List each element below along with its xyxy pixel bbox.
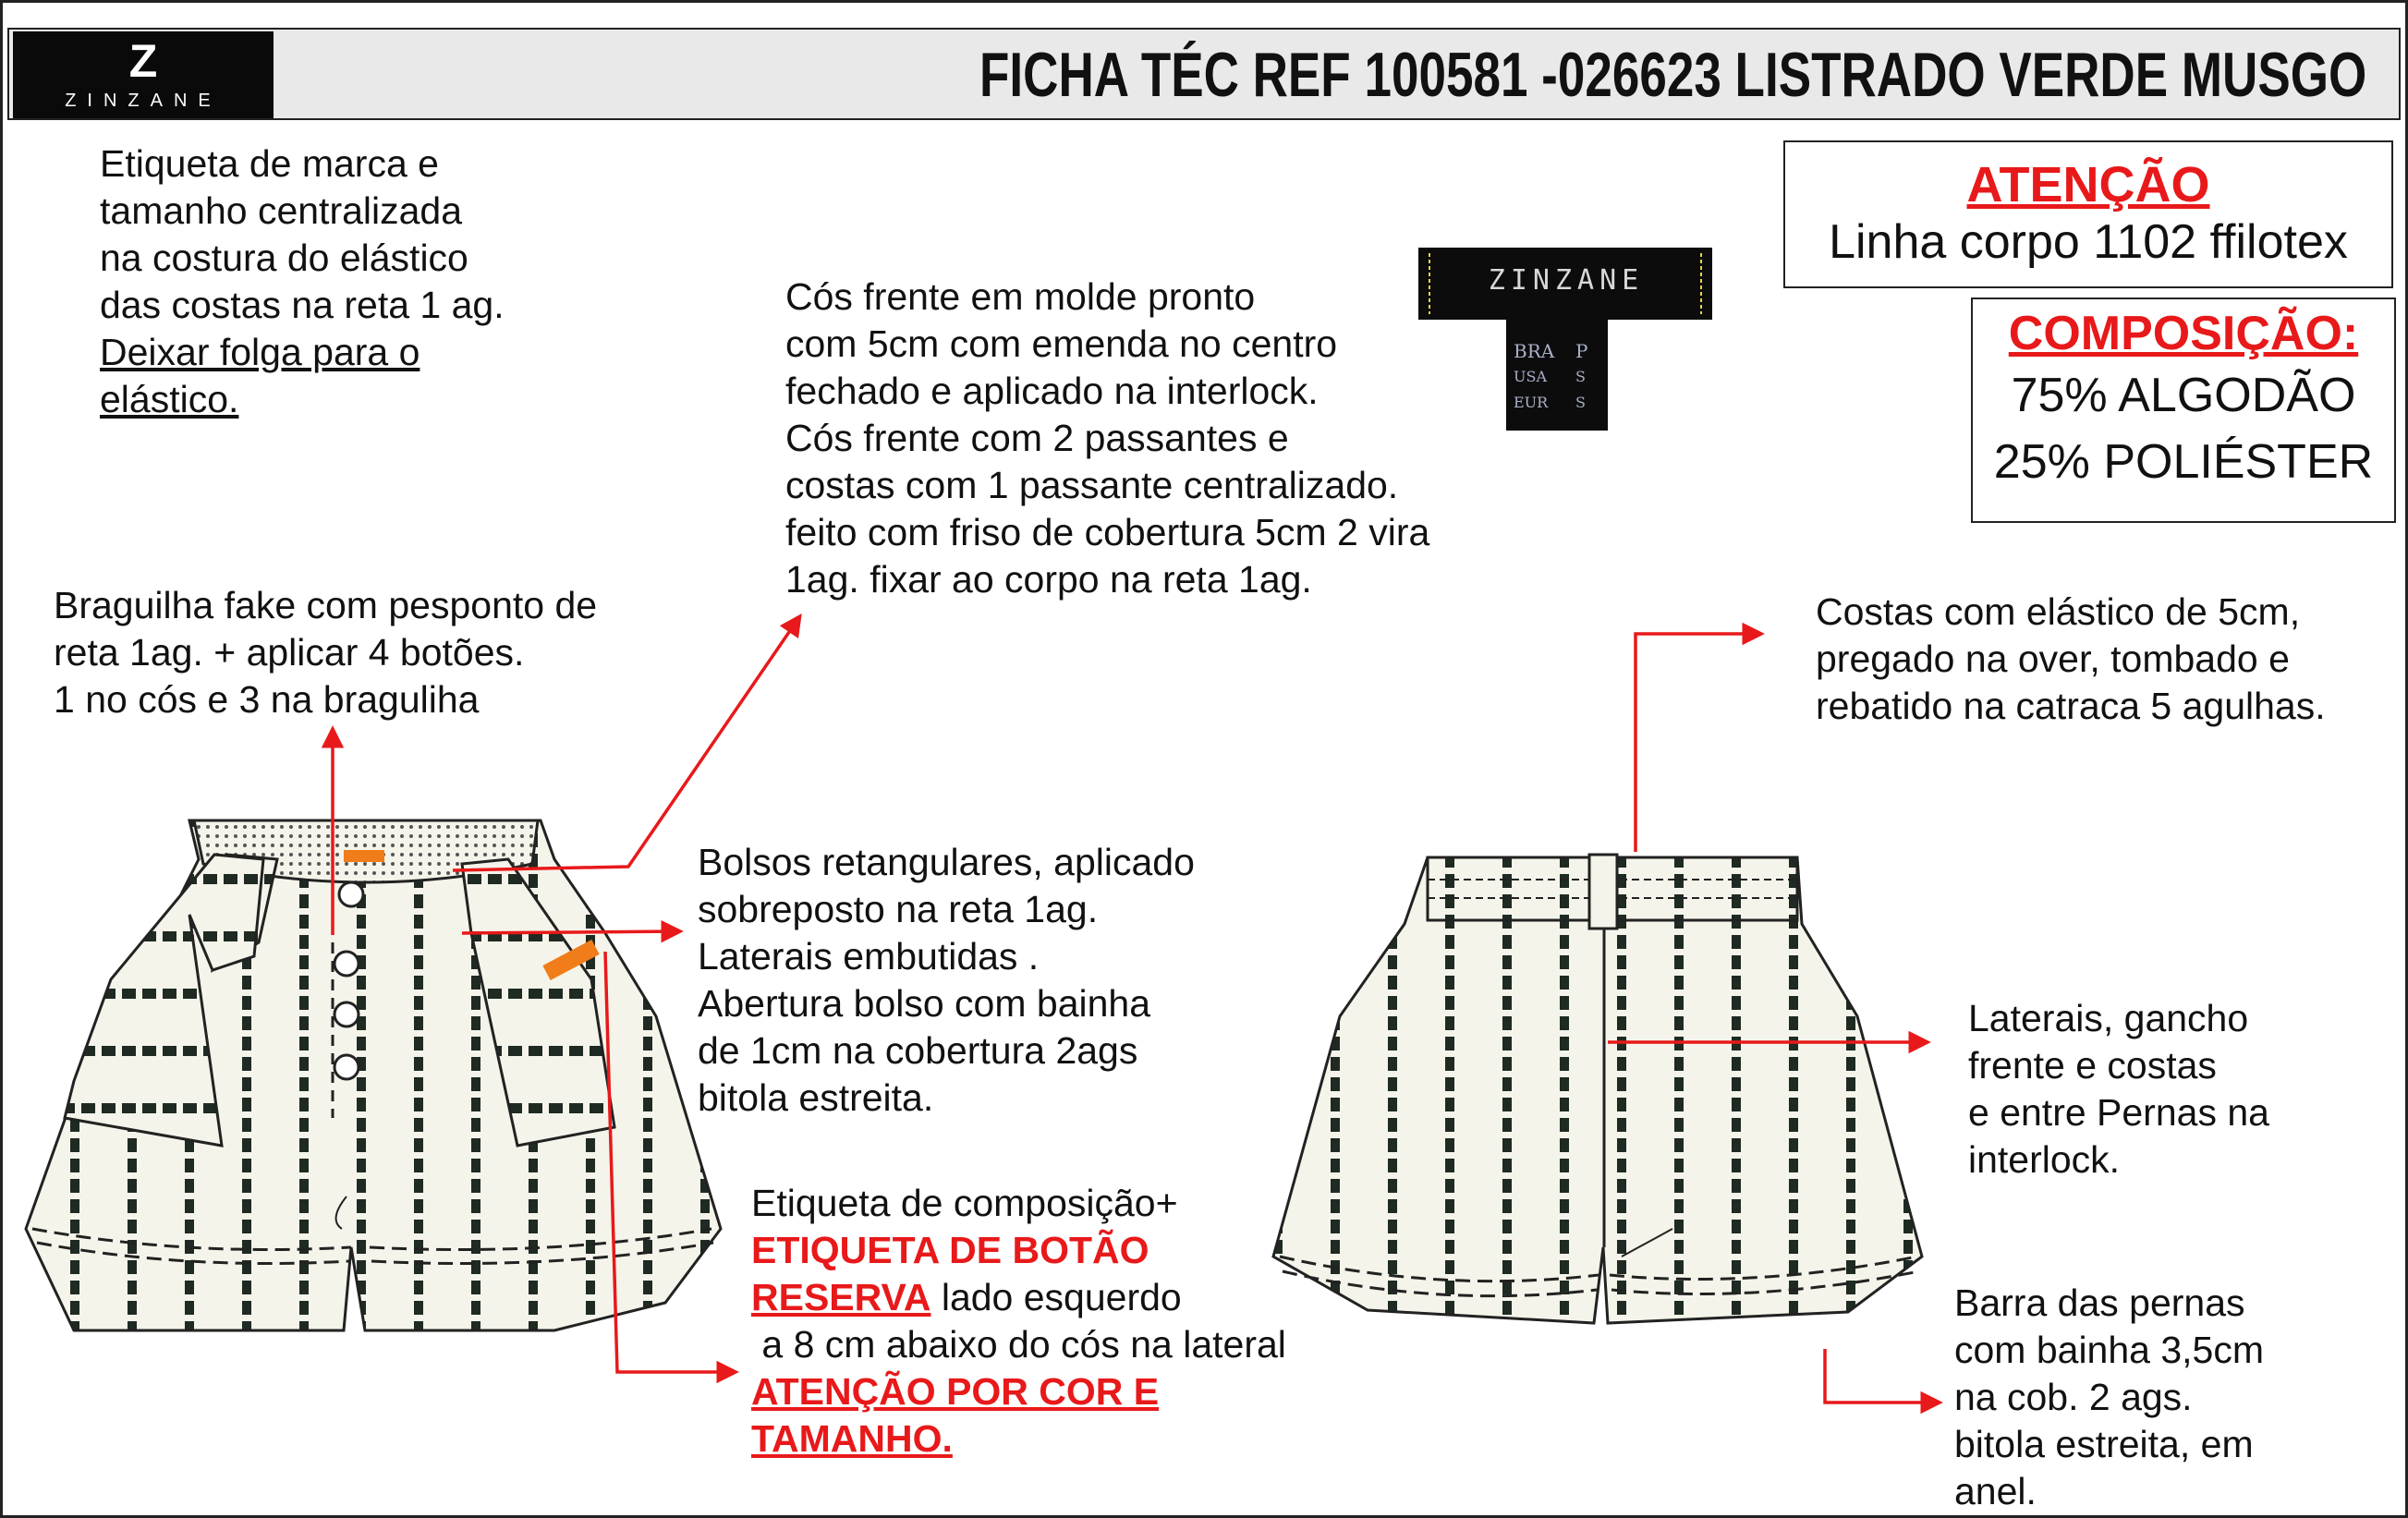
note-line: com bainha 3,5cm bbox=[1954, 1329, 2265, 1371]
label-region: USA bbox=[1514, 368, 1547, 385]
note-line: pregado na over, tombado e bbox=[1816, 638, 2290, 680]
note-warning: ATENÇÃO POR COR E bbox=[751, 1370, 1160, 1413]
note-line: Etiqueta de composição+ bbox=[751, 1182, 1178, 1224]
note-line: na cob. 2 ags. bbox=[1954, 1376, 2193, 1418]
note-line: na costura do elástico bbox=[100, 237, 468, 279]
note-line: fechado e aplicado na interlock. bbox=[785, 370, 1319, 412]
note-line: Cós frente em molde pronto bbox=[785, 275, 1256, 318]
arrow-costas bbox=[1636, 634, 1760, 852]
note-warning: RESERVA bbox=[751, 1276, 931, 1318]
note-line: Laterais, gancho bbox=[1968, 997, 2249, 1039]
note-warning: TAMANHO. bbox=[751, 1417, 953, 1460]
note-line: Etiqueta de marca e bbox=[100, 142, 439, 185]
brand-label-text: ZINZANE bbox=[1488, 264, 1645, 297]
label-size: S bbox=[1575, 368, 1586, 385]
note-line: sobreposto na reta 1ag. bbox=[698, 888, 1099, 930]
note-line: anel. bbox=[1954, 1470, 2037, 1512]
note-line: bitola estreita, em bbox=[1954, 1423, 2254, 1465]
note-line: Laterais embutidas . bbox=[698, 935, 1040, 978]
note-line: com 5cm com emenda no centro bbox=[785, 322, 1338, 365]
note-warning: ETIQUETA DE BOTÃO bbox=[751, 1229, 1149, 1271]
label-region: EUR bbox=[1514, 394, 1549, 411]
note-line: costas com 1 passante centralizado. bbox=[785, 464, 1399, 506]
note-line: das costas na reta 1 ag. bbox=[100, 284, 505, 326]
composition-heading: COMPOSIÇÃO: bbox=[2008, 307, 2359, 360]
note-line: Barra das pernas bbox=[1954, 1281, 2245, 1324]
arrow-bolsos bbox=[462, 931, 679, 933]
note-line: frente e costas bbox=[1968, 1044, 2217, 1087]
note-line: feito com friso de cobertura 5cm 2 vira bbox=[785, 511, 1430, 553]
note-line: Cós frente com 2 passantes e bbox=[785, 417, 1289, 459]
logo-z-icon: Z bbox=[128, 35, 158, 87]
note-line: tamanho centralizada bbox=[100, 189, 463, 232]
label-size: P bbox=[1575, 340, 1588, 362]
note-line: a 8 cm abaixo do cós na lateral bbox=[751, 1323, 1286, 1366]
logo-text: ZINZANE bbox=[65, 91, 222, 111]
composition-line: 75% ALGODÃO bbox=[2011, 369, 2356, 422]
note-line: de 1cm na cobertura 2ags bbox=[698, 1029, 1138, 1072]
note-line: Braguilha fake com pesponto de bbox=[54, 584, 598, 626]
note-line: 1 no cós e 3 na braguliha bbox=[54, 678, 480, 721]
note-line: Bolsos retangulares, aplicado bbox=[698, 841, 1195, 883]
note-line: 1ag. fixar ao corpo na reta 1ag. bbox=[785, 558, 1312, 601]
note-line: Abertura bolso com bainha bbox=[698, 982, 1151, 1025]
note-line: Deixar folga para o bbox=[100, 331, 420, 373]
front-shorts-drawing bbox=[26, 820, 721, 1330]
arrow-barra bbox=[1825, 1349, 1939, 1403]
label-region: BRA bbox=[1514, 340, 1555, 362]
note-line: rebatido na catraca 5 agulhas. bbox=[1816, 685, 2326, 727]
note-line: reta 1ag. + aplicar 4 botões. bbox=[54, 631, 525, 674]
note-line: e entre Pernas na bbox=[1968, 1091, 2269, 1134]
note-line: elástico. bbox=[100, 378, 239, 420]
attention-heading: ATENÇÃO bbox=[1966, 157, 2210, 213]
back-shorts-drawing bbox=[1273, 855, 1922, 1323]
note-line: interlock. bbox=[1968, 1138, 2121, 1181]
note-line: Costas com elástico de 5cm, bbox=[1816, 590, 2301, 633]
page-title: FICHA TÉC REF 100581 -026623 LISTRADO VERDE MUSGO bbox=[979, 40, 2367, 110]
note-line: bitola estreita. bbox=[698, 1076, 934, 1119]
attention-text: Linha corpo 1102 ffilotex bbox=[1829, 215, 2348, 269]
label-size: S bbox=[1575, 394, 1586, 411]
note-line: lado esquerdo bbox=[930, 1276, 1182, 1318]
composition-line: 25% POLIÉSTER bbox=[1993, 435, 2374, 489]
